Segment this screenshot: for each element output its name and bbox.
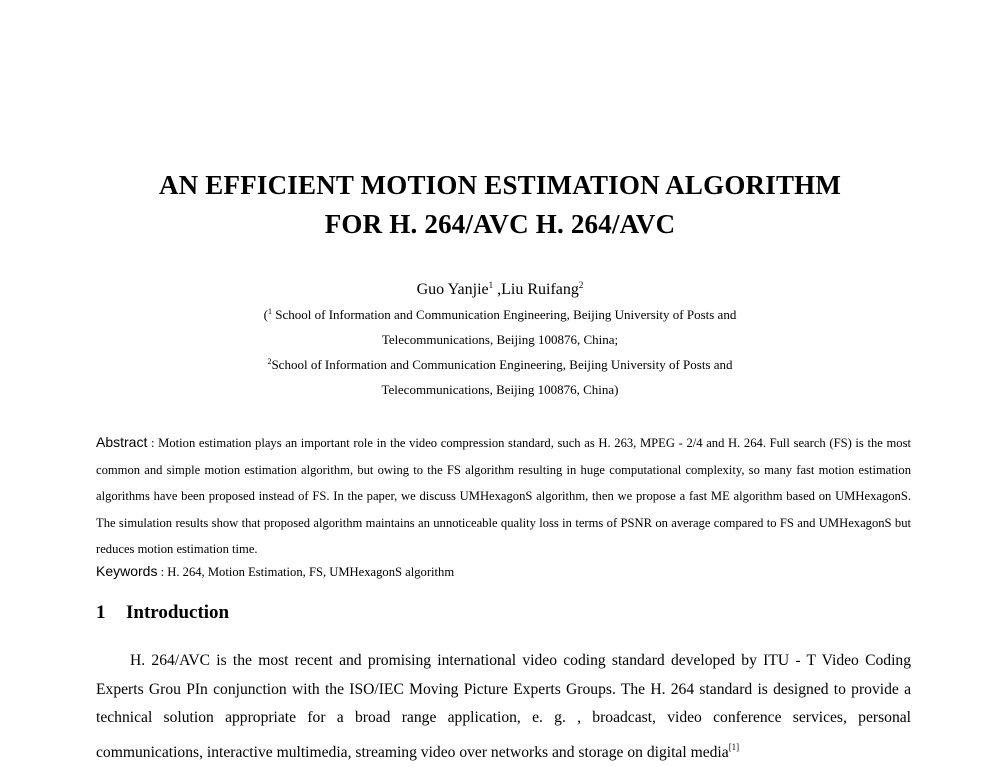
affiliation-1-text: School of Information and Communication Engineering, Beijing University of Posts and (272, 307, 737, 322)
affiliation-2-text: School of Information and Communication Engineering, Beijing University of Posts and (271, 357, 733, 372)
author-2-affiliation-mark: 2 (578, 280, 584, 290)
section-title: Introduction (126, 602, 230, 623)
affiliation-2-mark: 2 (267, 357, 272, 366)
abstract-label: Abstract (96, 434, 148, 450)
intro-text: H. 264/AVC is the most recent and promising international video coding standard developed by ITU - T Video Coding Experts Grou PIn conjunction with the ISO/IEC Moving Picture Experts Groups. The H. 264 standard is designed to provide a technical solution appropriate for a broad range application, e. g. , broadcast, video conference services, personal communications, interactive multimedia, streaming video over networks and storage on digital media (96, 652, 911, 761)
author-2: Liu Ruifang (501, 281, 579, 298)
paper-title-line-2: FOR H. 264/AVC H. 264/AVC (324, 209, 676, 239)
abstract (96, 429, 911, 563)
paper-title-line-1: AN EFFICIENT MOTION ESTIMATION ALGORITHM (158, 170, 842, 200)
affiliation-line-1 (0, 307, 1000, 323)
author-separator: , (493, 281, 502, 298)
author-list (0, 280, 1000, 299)
abstract-text: Motion estimation plays an important role in the video compression standard, such as H. 263, MPEG - 2/4 and H. 264. Full search (FS) is the most common and simple motion estimation algorithm, but owing to the FS algorithm resulting in huge computational complexity, so many fast motion estimation algorithms have been proposed instead of FS. In the paper, we discuss UMHexagonS algorithm, then we propose a fast ME algorithm based on UMHexagonS. The simulation results show that proposed algorithm maintains an unnoticeable quality loss in terms of PSNR on average compared to FS and UMHexagonS but reduces motion estimation time. (96, 436, 912, 557)
affiliation-line-4: Telecommunications, Beijing 100876, China) (381, 382, 619, 397)
affiliation-1-mark: 1 (268, 307, 272, 316)
intro-paragraph (96, 647, 911, 767)
keywords-colon: : (157, 565, 168, 579)
affiliation-line-2: Telecommunications, Beijing 100876, China; (381, 332, 619, 347)
keywords-label: Keywords (96, 563, 158, 579)
section-number: 1 (96, 602, 106, 623)
affiliation-open-paren: ( (263, 307, 268, 322)
keywords (96, 563, 911, 580)
affiliation-line-3 (0, 357, 1000, 373)
abstract-colon: : (147, 436, 159, 450)
author-1: Guo Yanjie (416, 281, 489, 298)
section-heading (96, 602, 229, 624)
keywords-text: H. 264, Motion Estimation, FS, UMHexagonS algorithm (167, 565, 455, 579)
citation-ref[interactable]: [1] (728, 741, 740, 752)
author-1-affiliation-mark: 1 (488, 280, 494, 290)
